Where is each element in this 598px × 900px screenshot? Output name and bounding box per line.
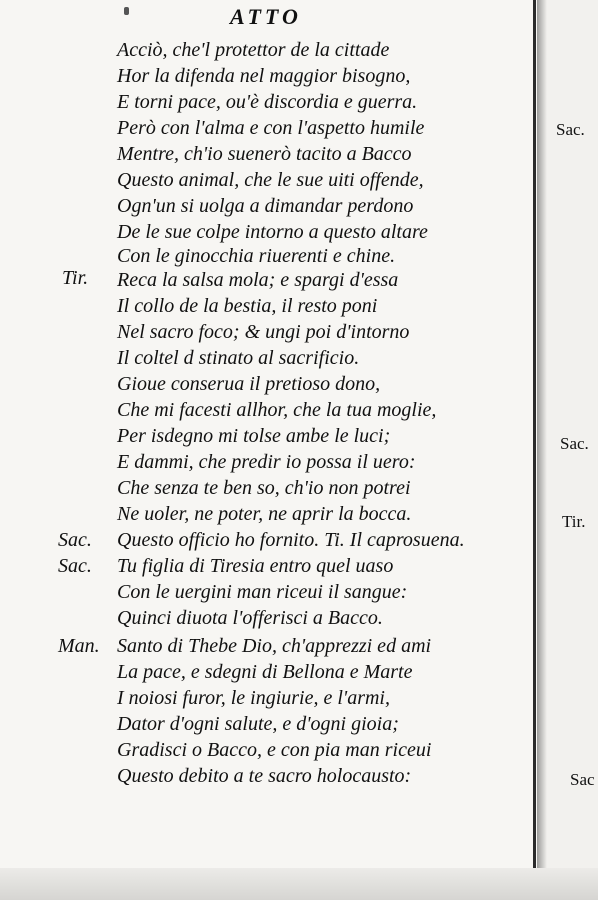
page-bottom-shadow xyxy=(0,868,598,900)
verse-line: Con le ginocchia riuerenti e chine. xyxy=(117,245,396,267)
verse-line: Che mi facesti allhor, che la tua moglie, xyxy=(117,399,437,421)
verse-line: Questo debito a te sacro holocausto: xyxy=(117,765,412,787)
gutter-shadow xyxy=(537,0,547,900)
verse-line: Il collo de la bestia, il resto poni xyxy=(117,295,378,317)
facing-speaker-label: Tir. xyxy=(562,512,586,531)
verse-line: Ogn'un si uolga a dimandar perdono xyxy=(117,195,414,217)
verse-line: Con le uergini man riceui il sangue: xyxy=(117,581,408,603)
verse-line: I noiosi furor, le ingiurie, e l'armi, xyxy=(117,687,390,709)
verse-line: De le sue colpe intorno a questo altare xyxy=(117,221,428,243)
verse-line: Questo officio ho fornito. Ti. Il caprosuena. xyxy=(117,529,465,551)
ink-blot xyxy=(124,7,129,15)
speaker-label: Sac. xyxy=(58,529,92,551)
verse-line: Tu figlia di Tiresia entro quel uaso xyxy=(117,555,394,577)
verse-line: Dator d'ogni salute, e d'ogni gioia; xyxy=(117,713,399,735)
speaker-label: Sac. xyxy=(58,555,92,577)
verse-line: Il coltel d stinato al sacrificio. xyxy=(117,347,360,369)
verse-line: Acciò, che'l protettor de la cittade xyxy=(117,39,390,61)
verse-line: Per isdegno mi tolse ambe le luci; xyxy=(117,425,391,447)
verse-line: Hor la difenda nel maggior bisogno, xyxy=(117,65,411,87)
facing-speaker-label: Sac xyxy=(570,770,595,789)
verse-line: E dammi, che predir io possa il uero: xyxy=(117,451,416,473)
verse-line: Gioue conserua il pretioso dono, xyxy=(117,373,381,395)
verse-line: Che senza te ben so, ch'io non potrei xyxy=(117,477,411,499)
verse-line: Nel sacro foco; & ungi poi d'intorno xyxy=(117,321,410,343)
verse-line: Però con l'alma e con l'aspetto humile xyxy=(117,117,425,139)
facing-speaker-label: Sac. xyxy=(556,120,585,139)
verse-line: Questo animal, che le sue uiti offende, xyxy=(117,169,424,191)
verse-line: La pace, e sdegni di Bellona e Marte xyxy=(117,661,413,683)
verse-line: Reca la salsa mola; e spargi d'essa xyxy=(117,269,399,291)
verse-line: Ne uoler, ne poter, ne aprir la bocca. xyxy=(117,503,412,525)
running-head: ATTO xyxy=(230,4,302,29)
verse-line: E torni pace, ou'è discordia e guerra. xyxy=(117,91,418,113)
verse-line: Gradisci o Bacco, e con pia man riceui xyxy=(117,739,432,761)
verse-line: Mentre, ch'io suenerò tacito a Bacco xyxy=(117,143,412,165)
facing-speaker-label: Sac. xyxy=(560,434,589,453)
speaker-label: Tir. xyxy=(62,267,89,289)
speaker-label: Man. xyxy=(58,635,100,657)
verse-line: Quinci diuota l'offerisci a Bacco. xyxy=(117,607,383,629)
verse-line: Santo di Thebe Dio, ch'apprezzi ed ami xyxy=(117,635,432,657)
page-edge xyxy=(533,0,536,880)
